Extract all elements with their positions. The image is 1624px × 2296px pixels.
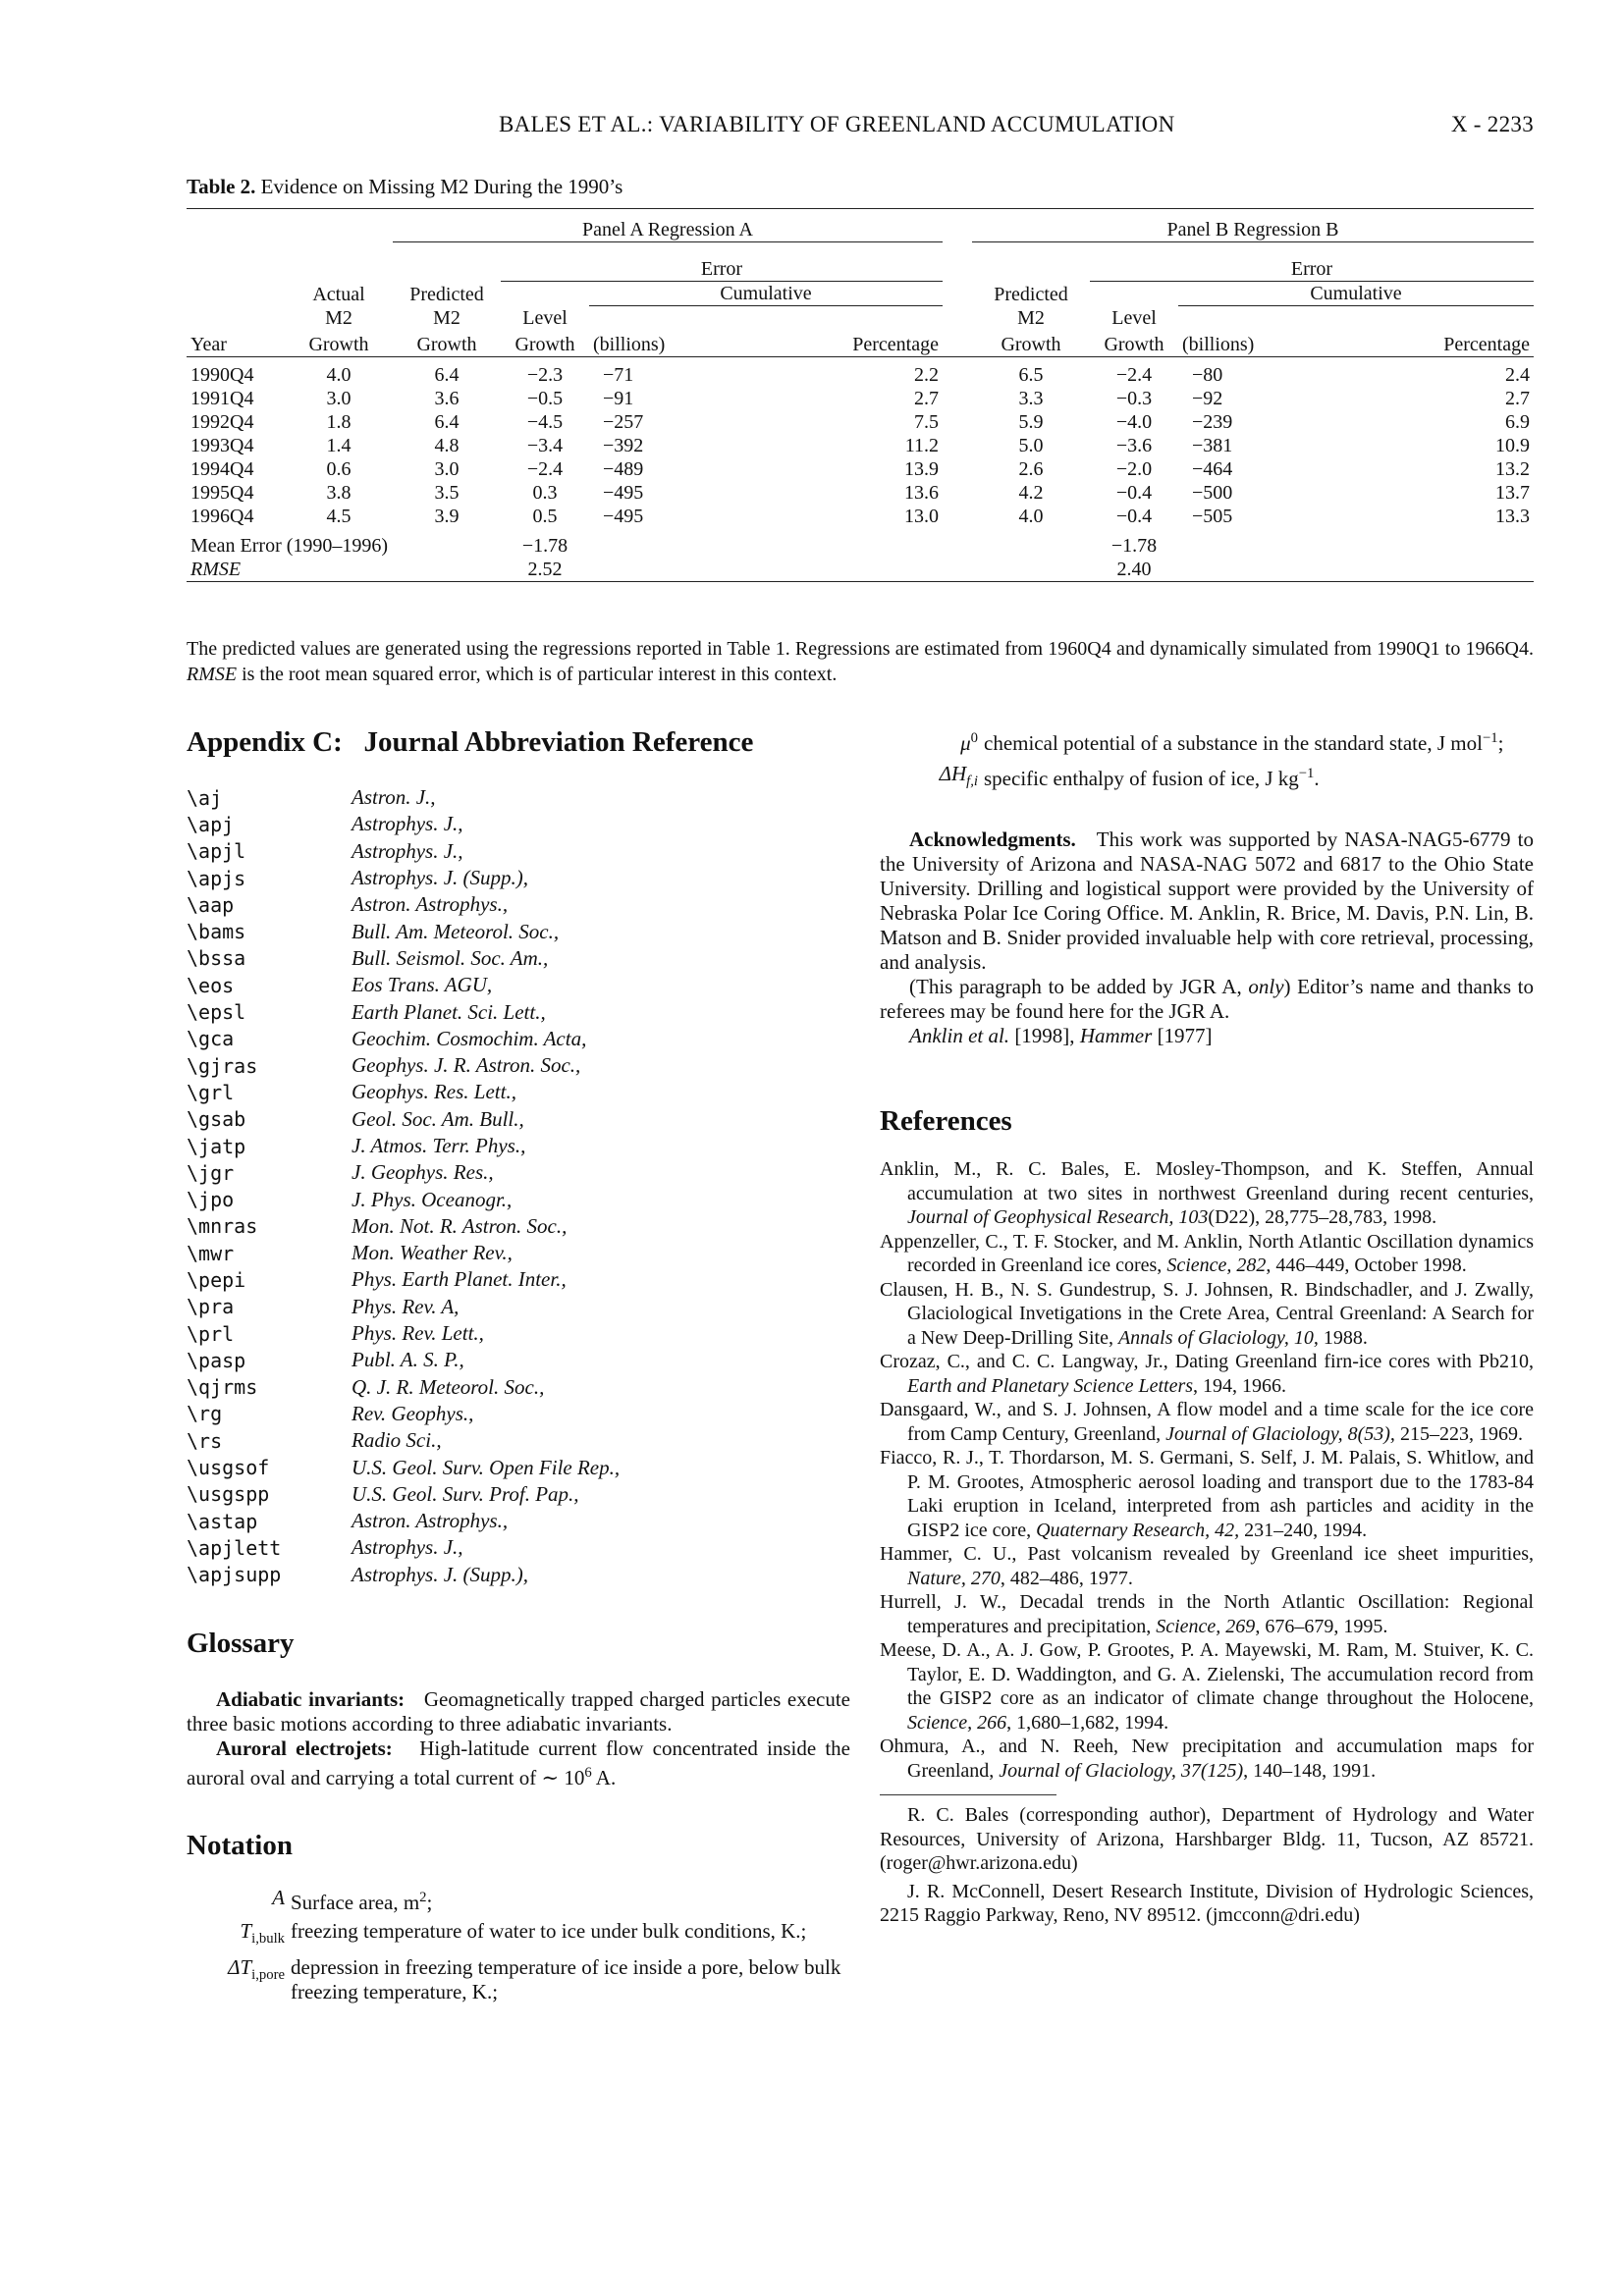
abbreviation-command: \rg: [187, 1402, 223, 1426]
panel-b-cumulative-header: Cumulative: [1178, 282, 1534, 306]
table-cell: 3.3: [1018, 387, 1044, 409]
table-cell: −71: [603, 363, 634, 386]
table-label: Table 2.: [187, 175, 256, 198]
notation-exponent: 2: [419, 1889, 427, 1905]
abbreviation-row: [187, 945, 850, 972]
glossary-exponent: 6: [584, 1764, 592, 1781]
journal-name: Bull. Seismol. Soc. Am.,: [352, 945, 549, 970]
journal-name: Astron. J.,: [352, 785, 436, 810]
notation-definition: chemical potential of a substance in the standard state, J mol: [984, 731, 1483, 755]
table-cell: 1995Q4: [190, 481, 254, 504]
journal-name: Geophys. Res. Lett.,: [352, 1080, 516, 1104]
table-cell: −3.4: [526, 434, 564, 456]
journal-name: Geophys. J. R. Astron. Soc.,: [352, 1053, 581, 1078]
notation-item: [880, 726, 1534, 756]
mean-error-label: Mean Error (1990–1996): [190, 534, 389, 557]
table-cell: −381: [1192, 434, 1233, 456]
abbreviation-row: [187, 838, 850, 865]
abbreviation-command: \apjl: [187, 839, 246, 864]
table-cell: 4.0: [326, 363, 352, 386]
notation-heading: Notation: [187, 1829, 293, 1861]
table-cell: −495: [603, 481, 644, 504]
references-heading: References: [880, 1105, 1012, 1138]
table-caption: [187, 175, 623, 199]
table-cell: −464: [1192, 457, 1233, 480]
table-cell: 1990Q4: [190, 363, 254, 386]
table-cell: −2.4: [526, 457, 564, 480]
table-cell: −80: [1192, 363, 1223, 386]
table-cell: 1992Q4: [190, 410, 254, 433]
table-cell: 2.2: [914, 363, 939, 386]
right-column: [880, 726, 1534, 1928]
notation-definition: Surface area, m: [291, 1890, 420, 1914]
header-level-a-2: Growth: [514, 334, 575, 355]
table-cell: 13.9: [904, 457, 939, 480]
rmse-a: 2.52: [527, 558, 563, 580]
abbreviation-command: \jgr: [187, 1160, 235, 1185]
notation-symbol: $\mu^0$: [960, 730, 978, 755]
table-cell: 3.0: [326, 387, 352, 409]
abbreviation-command: \apj: [187, 812, 235, 836]
abbreviation-row: [187, 865, 850, 891]
page-number: X - 2233: [1450, 112, 1534, 136]
notation-symbol: A: [272, 1885, 285, 1909]
abbreviation-command: \qjrms: [187, 1375, 258, 1400]
abbreviation-row: [187, 1240, 850, 1266]
notation-definition: depression in freezing temperature of ice inside a pore, below bulk freezing temperature, K.;: [291, 1955, 841, 2004]
table-cell: 2.6: [1018, 457, 1044, 480]
table-cell: 6.4: [434, 410, 460, 433]
abbreviation-row: [187, 1159, 850, 1186]
table-cell: 3.9: [434, 505, 460, 527]
abbreviation-row: [187, 1427, 850, 1454]
journal-name: Earth Planet. Sci. Lett.,: [352, 999, 546, 1024]
header-level-b-2: Growth: [1104, 334, 1164, 355]
panel-b-error-header: Error: [1090, 242, 1534, 282]
page: [187, 0, 1534, 2296]
abbreviation-command: \gca: [187, 1027, 235, 1051]
footnote-author-2: J. R. McConnell, Desert Research Institute, Division of Hydrologic Sciences, 2215 Raggio Parkway, Reno, NV 89512. (jmcconn@dri.edu): [880, 1880, 1534, 1927]
journal-name: Q. J. R. Meteorol. Soc.,: [352, 1374, 545, 1399]
reference-list: [880, 1157, 1534, 1783]
journal-name: Astron. Astrophys.,: [352, 892, 509, 917]
abbreviation-row: [187, 1052, 850, 1079]
glossary-symbol: ∼ 10: [541, 1765, 585, 1789]
journal-name: Eos Trans. AGU,: [352, 973, 493, 997]
table-cell: −0.3: [1115, 387, 1153, 409]
reference-item: Dansgaard, W., and S. J. Johnsen, A flow model and a time scale for the ice core from Camp Century, Greenland, Journal of Glaciology, 8(53), 215–223, 1969.: [880, 1399, 1534, 1445]
header-actual-1: Actual: [312, 283, 365, 305]
header-percentage-b: Percentage: [1443, 334, 1530, 355]
table-cell: 5.9: [1018, 410, 1044, 433]
table-cell: 11.2: [904, 434, 939, 456]
table-row: [187, 410, 1534, 434]
abbreviation-row: [187, 1186, 850, 1212]
table-cell: −4.5: [526, 410, 564, 433]
table-cell: −0.4: [1115, 505, 1153, 527]
header-predicted-a-3: Growth: [416, 334, 477, 355]
footnote-author-1: R. C. Bales (corresponding author), Department of Hydrology and Water Resources, University of Arizona, Harshbarger Bldg. 11, Tucson, AZ 85721. (roger@hwr.arizona.edu): [880, 1804, 1534, 1875]
reference-item: Anklin, M., R. C. Bales, E. Mosley-Thompson, and K. Steffen, Annual accumulation at two sites in northwest Greenland during recent centuries, Journal of Geophysical Research, 103(D22), 28,775–28,783, 1998.: [880, 1158, 1534, 1229]
header-billions-a: (billions): [593, 334, 666, 355]
appendix-heading: Appendix C: Journal Abbreviation Reference: [187, 726, 754, 758]
table-cell: 5.0: [1018, 434, 1044, 456]
notation-definition: specific enthalpy of fusion of ice, J kg: [984, 767, 1299, 790]
abbreviation-list: [187, 784, 850, 1588]
running-title: BALES ET AL.: VARIABILITY OF GREENLAND ACCUMULATION: [499, 112, 1175, 136]
abbreviation-command: \eos: [187, 973, 235, 997]
table-cell: 2.7: [914, 387, 939, 409]
abbreviation-row: [187, 972, 850, 998]
table-row: [187, 357, 1534, 387]
journal-name: Astrophys. J. (Supp.),: [352, 1562, 529, 1586]
table-cell: 1996Q4: [190, 505, 254, 527]
header-predicted-b-3: Growth: [1001, 334, 1061, 355]
reference-item: Meese, D. A., A. J. Gow, P. Grootes, P. A. Mayewski, M. Ram, M. Stuiver, K. C. Taylor, E. D. Waddington, and G. A. Zielenski, The accumulation record from the GISP2 core as an indicator of climate change throughout the Holocene, Science, 266, 1,680–1,682, 1994.: [880, 1639, 1534, 1734]
reference-item: Crozaz, C., and C. C. Langway, Jr., Dating Greenland firn-ice cores with Pb210, Earth and Planetary Science Letters, 194, 1966.: [880, 1351, 1534, 1397]
glossary-item-auroral: [187, 1736, 850, 1790]
abbreviation-row: [187, 891, 850, 918]
abbreviation-command: \apjsupp: [187, 1563, 282, 1587]
header-percentage-a: Percentage: [852, 334, 939, 355]
abbreviation-command: \usgspp: [187, 1482, 270, 1507]
notation-item: [187, 1955, 850, 2004]
journal-name: Astron. Astrophys.,: [352, 1509, 509, 1533]
ack-paragraph-2: (This paragraph to be added by JGR A, only) Editor’s name and thanks to referees may be found here for the JGR A.: [880, 975, 1534, 1024]
table-title: Evidence on Missing M2 During the 1990’s: [260, 175, 623, 198]
journal-name: Mon. Weather Rev.,: [352, 1241, 513, 1265]
table-row: [187, 457, 1534, 481]
table-cell: 6.9: [1505, 410, 1530, 433]
table-cell: 4.5: [326, 505, 352, 527]
glossary-term: Auroral electrojets:: [216, 1735, 393, 1760]
notation-symbol: $\Delta H_{f,i}$: [939, 762, 978, 790]
notation-symbol: $\Delta T_{i,pore}$: [228, 1955, 285, 1984]
journal-name: Radio Sci.,: [352, 1428, 442, 1453]
journal-name: J. Geophys. Res.,: [352, 1160, 494, 1185]
table-cell: −2.4: [1115, 363, 1153, 386]
abbreviation-row: [187, 811, 850, 837]
header-level-a-1: Level: [522, 306, 568, 329]
glossary-definition: Geomagnetically trapped charged particles execute three basic motions according to three adiabatic invariants.: [187, 1686, 850, 1735]
table-cell: −392: [603, 434, 644, 456]
table-row: [187, 505, 1534, 528]
acknowledgments: [880, 828, 1534, 975]
reference-item: Hammer, C. U., Past volcanism revealed by Greenland ice sheet impurities, Nature, 270, 482–486, 1977.: [880, 1543, 1534, 1589]
notation-symbol: $T_{i,bulk}$: [240, 1918, 285, 1948]
abbreviation-command: \gjras: [187, 1053, 258, 1078]
mean-error-a: −1.78: [521, 534, 568, 557]
notation-list-continued: [880, 726, 1534, 794]
table-cell: 1.8: [326, 410, 352, 433]
abbreviation-row: [187, 1401, 850, 1427]
abbreviation-row: [187, 1374, 850, 1401]
journal-name: Phys. Rev. Lett.,: [352, 1321, 484, 1346]
table-cell: 3.0: [434, 457, 460, 480]
table-cell: −500: [1192, 481, 1233, 504]
abbreviation-command: \astap: [187, 1509, 258, 1533]
abbreviation-command: \jatp: [187, 1134, 246, 1158]
journal-name: Geol. Soc. Am. Bull.,: [352, 1106, 524, 1131]
journal-name: U.S. Geol. Surv. Prof. Pap.,: [352, 1481, 579, 1506]
header-billions-b: (billions): [1182, 334, 1255, 355]
table-cell: 13.2: [1495, 457, 1530, 480]
abbreviation-command: \epsl: [187, 1000, 246, 1025]
table-cell: 7.5: [914, 410, 939, 433]
table-cell: 1991Q4: [190, 387, 254, 409]
table-note: [187, 636, 1534, 687]
table-cell: −489: [603, 457, 644, 480]
table-row: [187, 481, 1534, 505]
table-cell: 1.4: [326, 434, 352, 456]
abbreviation-row: [187, 1294, 850, 1320]
mean-error-b: −1.78: [1110, 534, 1158, 557]
abbreviation-row: [187, 1508, 850, 1534]
abbreviation-row: [187, 1026, 850, 1052]
abbreviation-row: [187, 1266, 850, 1293]
notation-exponent: −1: [1482, 730, 1498, 746]
table-cell: 13.0: [904, 505, 939, 527]
abbreviation-command: \usgsof: [187, 1456, 270, 1480]
glossary-item-adiabatic: [187, 1687, 850, 1736]
journal-name: Publ. A. S. P.,: [352, 1348, 464, 1372]
table-row: [187, 387, 1534, 410]
abbreviation-command: \apjs: [187, 866, 246, 890]
panel-b-header: Panel B Regression B: [972, 209, 1534, 242]
left-column: [187, 726, 850, 2004]
table-cell: −91: [603, 387, 634, 409]
table-cell: 2.7: [1505, 387, 1530, 409]
panel-a-error-header: Error: [501, 242, 943, 282]
abbreviation-command: \bams: [187, 920, 246, 944]
notation-item: [187, 1919, 850, 1951]
table-cell: −2.3: [526, 363, 564, 386]
notation-exponent: −1: [1298, 766, 1315, 781]
notation-punct: ;: [1497, 731, 1504, 755]
glossary-term: Adiabatic invariants:: [216, 1686, 406, 1711]
abbreviation-row: [187, 1481, 850, 1508]
notation-list: [187, 1886, 850, 2004]
journal-name: J. Atmos. Terr. Phys.,: [352, 1134, 526, 1157]
journal-name: Astrophys. J.,: [352, 1535, 463, 1560]
table-cell: 3.6: [434, 387, 460, 409]
panel-a-header: Panel A Regression A: [393, 209, 943, 242]
journal-name: Rev. Geophys.,: [352, 1401, 474, 1425]
notation-definition: freezing temperature of water to ice under bulk conditions, K.;: [291, 1918, 807, 1943]
table-note-text-2: is the root mean squared error, which is of particular interest in this context.: [237, 664, 838, 685]
table-cell: 13.7: [1495, 481, 1530, 504]
abbreviation-command: \apjlett: [187, 1535, 282, 1560]
abbreviation-command: \gsab: [187, 1107, 246, 1132]
table-cell: −505: [1192, 505, 1233, 527]
abbreviation-command: \bssa: [187, 946, 246, 971]
journal-name: Astrophys. J.,: [352, 812, 463, 836]
abbreviation-command: \aap: [187, 892, 235, 917]
abbreviation-command: \aj: [187, 785, 223, 810]
abbreviation-row: [187, 1213, 850, 1240]
abbreviation-command: \mwr: [187, 1241, 235, 1265]
abbreviation-row: [187, 1534, 850, 1561]
ack-citations: Anklin et al. [1998], Hammer [1977]: [909, 1024, 1213, 1048]
table-cell: 6.5: [1018, 363, 1044, 386]
table-cell: −2.0: [1115, 457, 1153, 480]
abbreviation-command: \prl: [187, 1321, 235, 1346]
table-cell: −92: [1192, 387, 1223, 409]
abbreviation-row: [187, 1079, 850, 1105]
header-level-b-1: Level: [1111, 306, 1157, 329]
reference-item: Ohmura, A., and N. Reeh, New precipitation and accumulation maps for Greenland, Journal of Glaciology, 37(125), 140–148, 1991.: [880, 1735, 1534, 1782]
table-note-rmse: RMSE: [187, 664, 238, 685]
abbreviation-command: \pra: [187, 1295, 235, 1319]
glossary-definition: High-latitude current flow concentrated inside the auroral oval and carrying a total current of: [187, 1735, 850, 1789]
notation-punct: .: [1314, 767, 1320, 790]
table-cell: 0.3: [532, 481, 558, 504]
reference-item: Fiacco, R. J., T. Thordarson, M. S. Germani, S. Self, J. M. Palais, S. Whitlow, and P. M. Grootes, Atmospheric aerosol loading and transport due to the 1783-84 Laki eruption in Iceland, interpreted from ash particles and acidity in the GISP2 ice core, Quaternary Research, 42, 231–240, 1994.: [880, 1447, 1534, 1541]
table-cell: −257: [603, 410, 644, 433]
table-cell: 13.6: [904, 481, 939, 504]
table-cell: 4.8: [434, 434, 460, 456]
abbreviation-row: [187, 1133, 850, 1159]
header-predicted-a-2: M2: [433, 306, 460, 329]
abbreviation-row: [187, 918, 850, 944]
abbreviation-command: \pepi: [187, 1267, 246, 1292]
header-predicted-b-1: Predicted: [994, 283, 1068, 305]
table-cell: 10.9: [1495, 434, 1530, 456]
glossary-heading: Glossary: [187, 1627, 295, 1659]
table-cell: 2.4: [1505, 363, 1530, 386]
table-cell: 1994Q4: [190, 457, 254, 480]
header-year: Year: [190, 334, 227, 355]
table-cell: −0.4: [1115, 481, 1153, 504]
ack-title: Acknowledgments.: [909, 828, 1076, 852]
header-predicted-a-1: Predicted: [409, 283, 484, 305]
abbreviation-command: \grl: [187, 1080, 235, 1104]
table-cell: 3.5: [434, 481, 460, 504]
ack-text: This work was supported by NASA-NAG5-6779 to the University of Arizona and NASA-NAG 5072 and 6817 to the Ohio State University. Drilling and logistical support were provided by the University of Nebraska Polar Ice Coring Office. M. Anklin, R. Brice, M. Davis, P.N. Lin, B. Matson and B. Snider provided invaluable help with core retrieval, processing, and analysis.: [880, 828, 1535, 975]
reference-item: Appenzeller, C., T. F. Stocker, and M. Anklin, North Atlantic Oscillation dynamics recorded in Greenland ice cores, Science, 282, 446–449, October 1998.: [880, 1230, 1534, 1277]
abbreviation-row: [187, 1562, 850, 1588]
header-actual-3: Growth: [308, 334, 369, 355]
abbreviation-row: [187, 784, 850, 811]
abbreviation-command: \mnras: [187, 1214, 258, 1239]
table-cell: 6.4: [434, 363, 460, 386]
abbreviation-row: [187, 998, 850, 1025]
abbreviation-command: \pasp: [187, 1348, 246, 1372]
notation-punct: ;: [426, 1890, 433, 1914]
notation-item: [880, 762, 1534, 794]
abbreviation-row: [187, 1320, 850, 1347]
table-row: [187, 434, 1534, 457]
journal-name: Mon. Not. R. Astron. Soc.,: [352, 1213, 568, 1238]
notation-item: [187, 1886, 850, 1915]
abbreviation-row: [187, 1454, 850, 1480]
table-cell: 1993Q4: [190, 434, 254, 456]
table-cell: 3.8: [326, 481, 352, 504]
journal-name: Phys. Earth Planet. Inter.,: [352, 1267, 567, 1292]
journal-name: Bull. Am. Meteorol. Soc.,: [352, 919, 560, 943]
abbreviation-row: [187, 1347, 850, 1373]
table-2: [187, 208, 1534, 582]
header-predicted-b-2: M2: [1017, 306, 1045, 329]
table-cell: 4.2: [1018, 481, 1044, 504]
table-cell: 4.0: [1018, 505, 1044, 527]
header-actual-2: M2: [325, 306, 352, 329]
glossary-unit: A.: [591, 1765, 617, 1789]
footnote-rule: [880, 1794, 1056, 1795]
table-cell: −495: [603, 505, 644, 527]
journal-name: Astrophys. J.,: [352, 838, 463, 863]
reference-item: Clausen, H. B., N. S. Gundestrup, S. J. Johnsen, R. Bindschadler, and J. Zwally, Glaciological Invetigations in the Crete Area, Central Greenland: A Search for a New Deep-Drilling Site, Annals of Glaciology, 10, 1988.: [880, 1278, 1534, 1349]
table-cell: −4.0: [1115, 410, 1153, 433]
journal-name: Phys. Rev. A,: [352, 1294, 460, 1318]
reference-item: Hurrell, J. W., Decadal trends in the North Atlantic Oscillation: Regional temperatures and precipitation, Science, 269, 676–679, 1995.: [880, 1591, 1534, 1637]
rmse-b: 2.40: [1116, 558, 1152, 580]
table-cell: −3.6: [1115, 434, 1153, 456]
table-cell: 13.3: [1495, 505, 1530, 527]
abbreviation-command: \jpo: [187, 1188, 235, 1212]
table-cell: 0.6: [326, 457, 352, 480]
panel-a-cumulative-header: Cumulative: [589, 282, 943, 306]
journal-name: Geochim. Cosmochim. Acta,: [352, 1026, 587, 1050]
journal-name: J. Phys. Oceanogr.,: [352, 1187, 513, 1211]
abbreviation-row: [187, 1106, 850, 1133]
abbreviation-command: \rs: [187, 1428, 223, 1453]
rmse-label: RMSE: [190, 558, 242, 580]
journal-name: U.S. Geol. Surv. Open File Rep.,: [352, 1455, 621, 1479]
table-cell: −239: [1192, 410, 1233, 433]
table-cell: −0.5: [526, 387, 564, 409]
table-cell: 0.5: [532, 505, 558, 527]
table-note-text: The predicted values are generated using the regressions reported in Table 1. Regressions are estimated from 1960Q4 and dynamically simulated from 1990Q1 to 1966Q4.: [187, 638, 1534, 660]
journal-name: Astrophys. J. (Supp.),: [352, 866, 529, 890]
